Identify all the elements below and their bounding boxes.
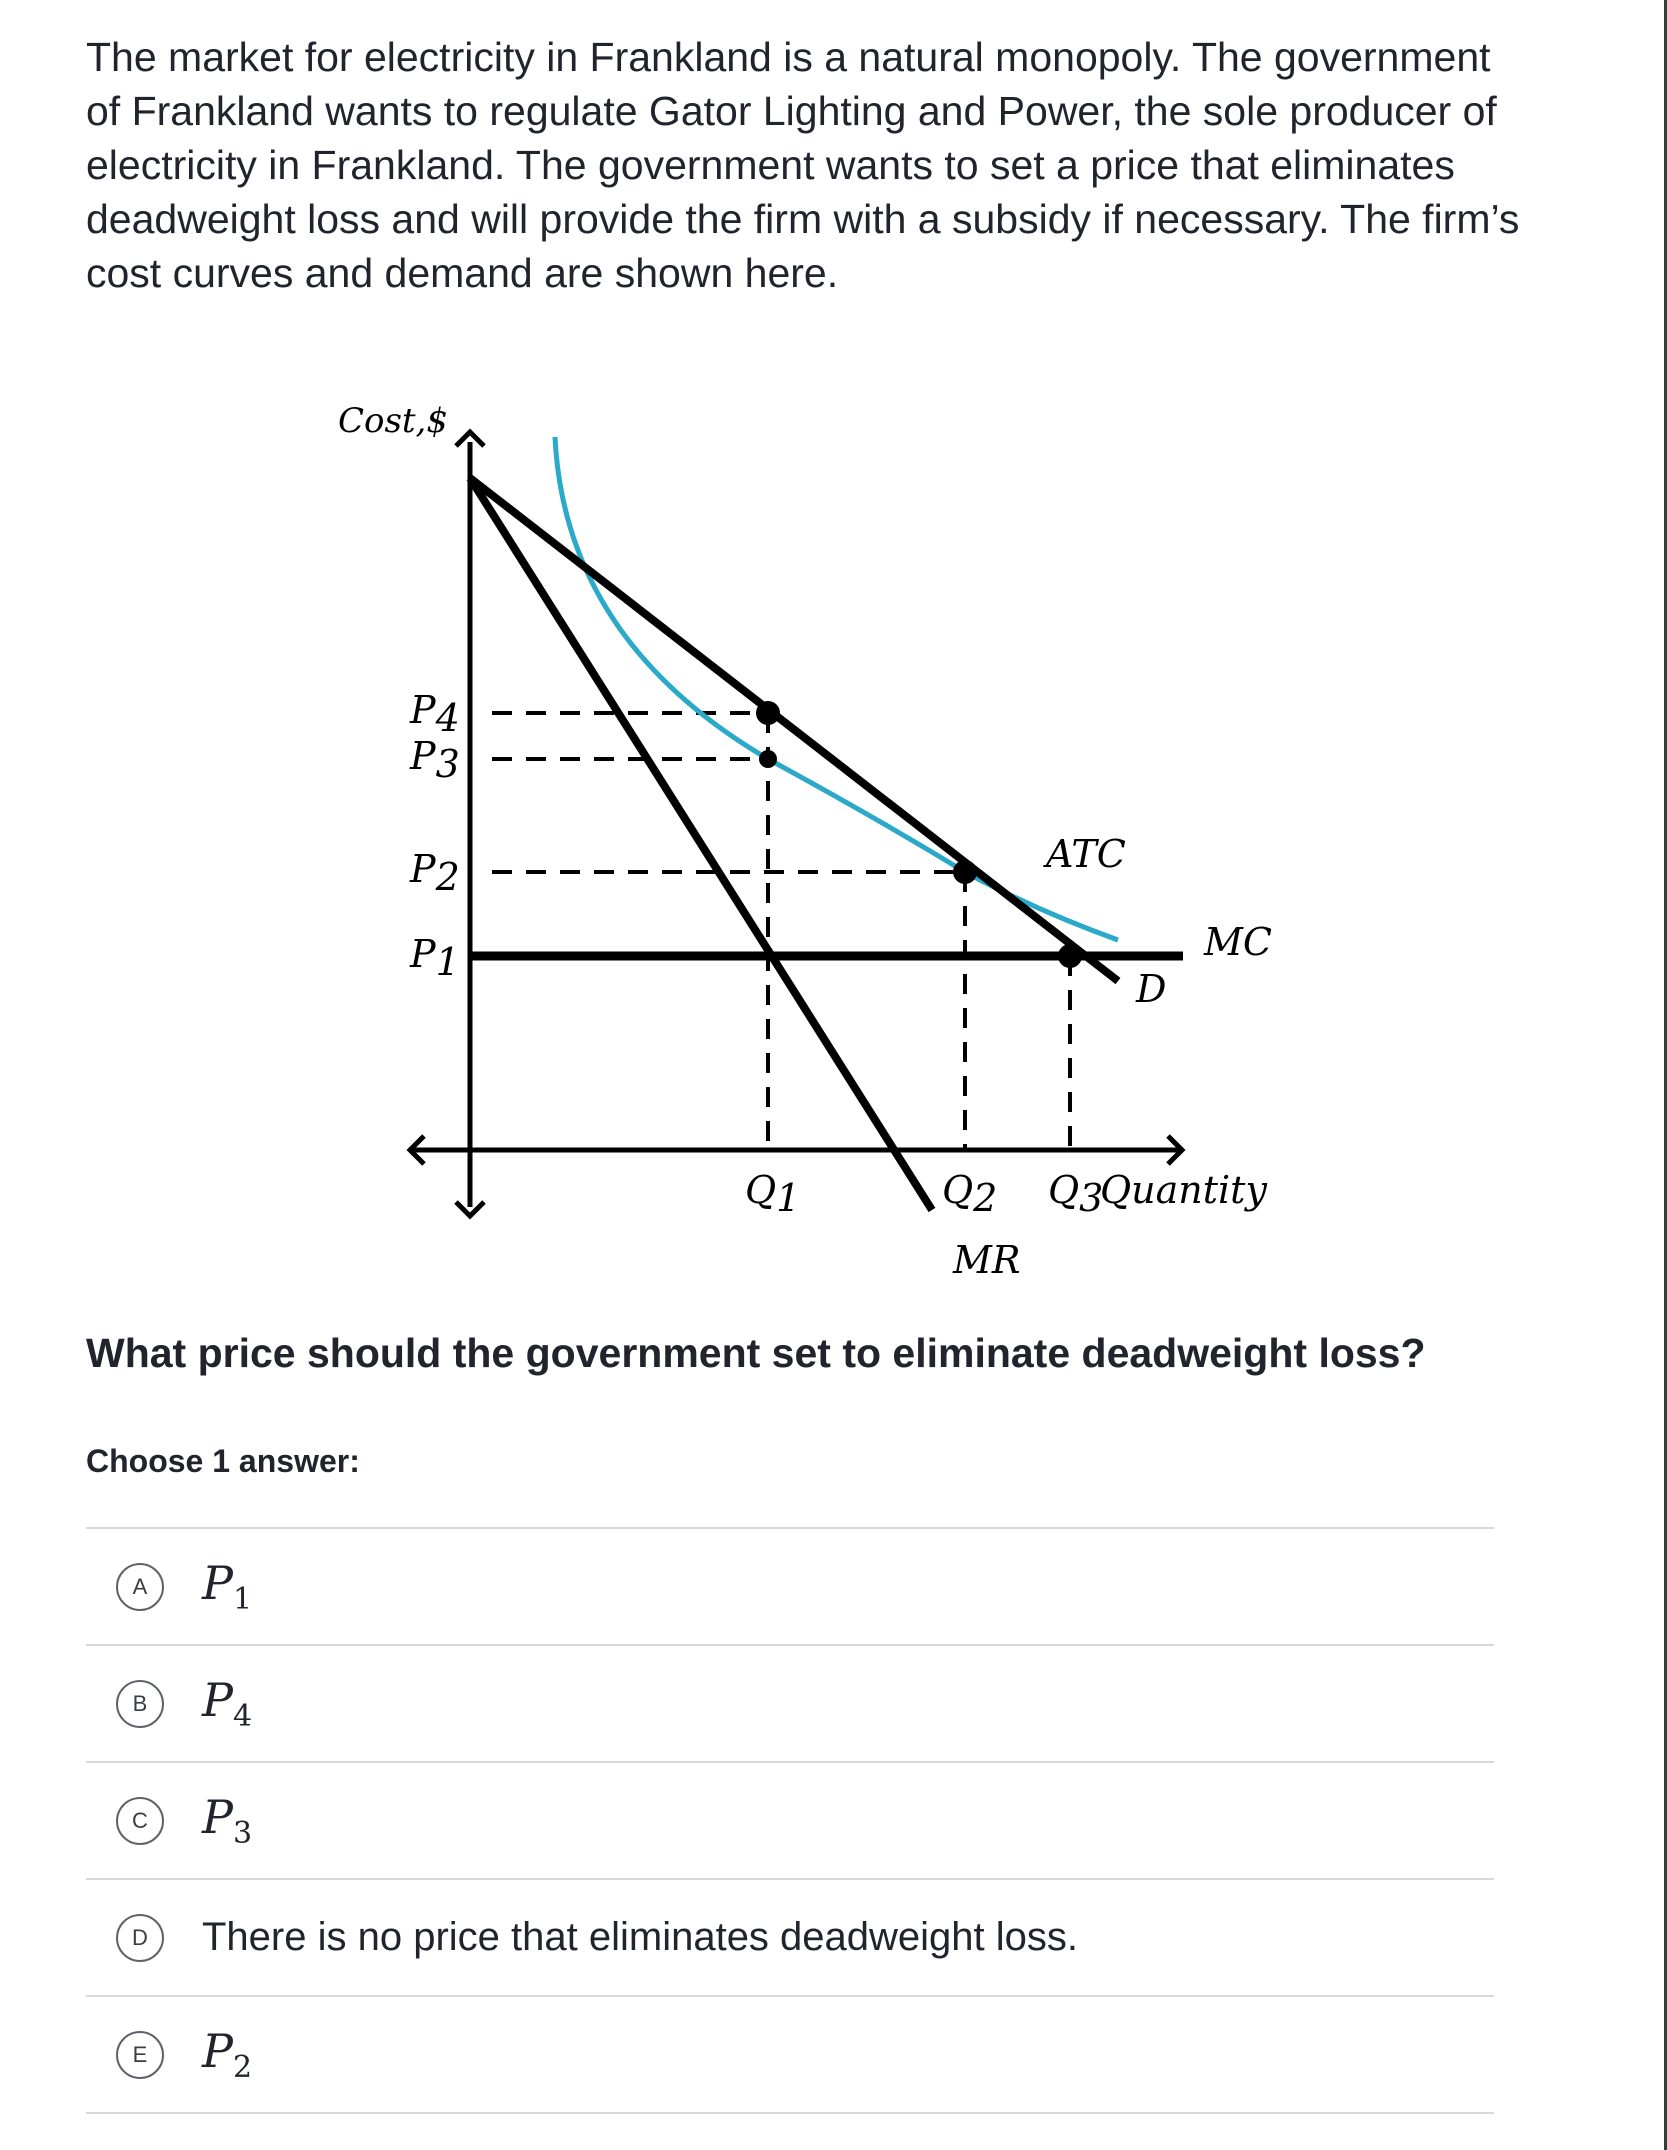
quantity-label-q1: Q1 (745, 1168, 801, 1220)
mr-label: MR (953, 1238, 1021, 1282)
y-axis-label: Cost,$ (337, 401, 448, 441)
choice-letter-badge: A (116, 1563, 164, 1611)
choice-c[interactable] (86, 1763, 1494, 1880)
choice-label: $P_2$ (202, 2023, 253, 2086)
demand-mc-intersection-point (1058, 944, 1082, 968)
quantity-label-q2: Q2 (942, 1168, 998, 1220)
demand-atc-intersection-point (953, 860, 977, 884)
choice-label: $P_3$ (202, 1789, 253, 1852)
demand-at-q1-point (756, 701, 780, 725)
choice-letter-badge: E (116, 2031, 164, 2079)
choice-e[interactable] (86, 1997, 1494, 2114)
demand-curve (470, 478, 1118, 981)
price-label-p3: P3 (410, 734, 460, 786)
choice-b[interactable] (86, 1646, 1494, 1763)
choice-letter-badge: D (116, 1914, 164, 1962)
price-label-p4: P4 (410, 688, 460, 740)
cost-curves-graph (0, 380, 1400, 1320)
price-label-p1: P1 (410, 932, 460, 984)
choice-d[interactable] (86, 1880, 1494, 1997)
atc-at-q1-point (759, 750, 777, 768)
demand-label: D (1136, 967, 1167, 1011)
choice-a[interactable] (86, 1529, 1494, 1646)
choose-label: Choose 1 answer: (86, 1443, 360, 1479)
mr-curve (470, 478, 932, 1210)
question-text: What price should the government set to eliminate deadweight loss? (86, 1330, 1426, 1376)
choice-label: $P_1$ (202, 1555, 253, 1618)
problem-intro: The market for electricity in Frankland is a natural monopoly. The government of Frankland wants to regulate Gator Lighting and Power, the sole producer of electricity in Frankland. The government wants to set a price that eliminates deadweight loss and will provide the firm with a subsidy if necessary. The firm’s cost curves and demand are shown here. (86, 34, 1520, 296)
choice-letter-badge: C (116, 1797, 164, 1845)
atc-curve (555, 437, 1118, 940)
choice-label: There is no price that eliminates deadweight loss. (202, 1915, 1079, 1959)
x-axis-label: Quantity (1100, 1168, 1267, 1212)
atc-label: ATC (1046, 832, 1126, 876)
price-label-p2: P2 (410, 847, 460, 899)
choice-letter-badge: B (116, 1680, 164, 1728)
choice-label: $P_4$ (202, 1672, 253, 1735)
quantity-label-q3: Q3 (1048, 1168, 1104, 1220)
answer-choices (86, 1527, 1494, 2114)
mc-label: MC (1204, 920, 1272, 964)
